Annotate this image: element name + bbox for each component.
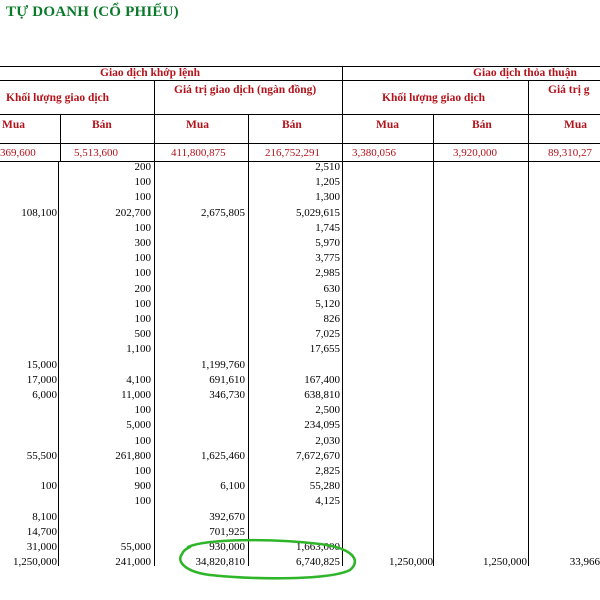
table-cell: 6,000 — [32, 389, 57, 401]
table-cell: 346,730 — [209, 389, 245, 401]
table-cell: 17,000 — [26, 373, 57, 386]
table-cell: 900 — [134, 480, 151, 493]
table-cell: 5,000 — [126, 419, 151, 432]
table-cell: 100 — [134, 191, 151, 204]
table-cell: 234,095 — [304, 419, 340, 432]
table-cell: 2,500 — [315, 404, 340, 417]
table-cell: 1,625,460 — [201, 449, 245, 462]
table-cell: 392,670 — [209, 510, 245, 523]
table-cell: 4,100 — [126, 373, 151, 386]
total-cell: 3,380,056 — [352, 147, 396, 159]
table-cell: 100 — [40, 480, 57, 493]
table-cell: 7,025 — [315, 328, 340, 341]
table-cell: 100 — [134, 434, 151, 447]
table-cell: 638,810 — [304, 389, 340, 401]
table-cell: 5,120 — [315, 297, 340, 310]
header-group-negotiated: Giao dịch thỏa thuận — [473, 67, 577, 79]
table-cell: 826 — [323, 313, 340, 325]
table-cell: 31,000 — [26, 541, 57, 553]
table-cell: 1,100 — [126, 343, 151, 356]
table-cell: 2,985 — [315, 267, 340, 280]
table-cell: 1,250,000 — [483, 556, 527, 569]
table-cell: 14,700 — [26, 525, 57, 538]
table-cell: 15,000 — [26, 358, 57, 371]
table-cell: 5,970 — [315, 237, 340, 249]
table-cell: 2,510 — [315, 161, 340, 173]
table-cell: 17,655 — [309, 343, 340, 356]
table-cell: 261,800 — [115, 449, 151, 462]
header-ban-3: Bán — [472, 119, 492, 131]
total-cell: 3,920,000 — [453, 147, 497, 159]
table-cell: 3,775 — [315, 252, 340, 265]
table-cell: 100 — [134, 465, 151, 477]
table-cell: 4,125 — [315, 495, 340, 508]
table-cell: 2,825 — [315, 465, 340, 477]
header-ban-2: Bán — [282, 119, 302, 131]
table-cell: 630 — [323, 282, 340, 295]
header-value-1: Giá trị giao dịch (ngàn đồng) — [174, 84, 317, 96]
table-cell: 202,700 — [115, 206, 151, 219]
header-mua-2: Mua — [186, 119, 209, 131]
header-volume-2: Khối lượng giao dịch — [382, 92, 486, 104]
table-cell: 55,500 — [26, 449, 57, 462]
table-cell: 100 — [134, 297, 151, 310]
table-cell: 100 — [134, 267, 151, 280]
total-cell: 5,513,600 — [74, 147, 118, 159]
table-cell: 200 — [134, 282, 151, 295]
table-cell: 167,400 — [304, 373, 340, 386]
table-cell: 100 — [134, 176, 151, 189]
total-cell: 411,800,875 — [171, 147, 226, 159]
table-cell: 55,280 — [309, 480, 340, 493]
table-cell: 5,029,615 — [296, 206, 340, 219]
table-cell: 1,663,000 — [296, 541, 340, 553]
table-cell: 1,250,000 — [13, 556, 57, 569]
total-cell: 216,752,291 — [265, 147, 320, 159]
table-cell: 108,100 — [21, 206, 57, 219]
table-cell: 100 — [134, 495, 151, 508]
header-group-matched: Giao dịch khớp lệnh — [100, 67, 201, 79]
table-cell: 100 — [134, 313, 151, 325]
table-cell: 1,745 — [315, 221, 340, 234]
total-cell: 89,310,27 — [548, 147, 592, 159]
header-value-2: Giá trị g — [548, 84, 590, 96]
table-cell: 6,100 — [220, 480, 245, 493]
page-title: TỰ DOANH (CỔ PHIẾU) — [6, 4, 179, 20]
table-cell: 200 — [134, 161, 151, 173]
table-cell: 8,100 — [32, 510, 57, 523]
table-cell: 7,672,670 — [296, 449, 340, 462]
table-cell: 1,205 — [315, 176, 340, 189]
table-cell: 701,925 — [209, 525, 245, 538]
table-cell: 11,000 — [121, 389, 151, 401]
header-mua-3: Mua — [376, 119, 399, 131]
header-ban-1: Bán — [92, 119, 112, 131]
table-cell: 2,030 — [315, 434, 340, 447]
header-volume-1: Khối lượng giao dịch — [6, 92, 110, 104]
table-cell: 55,000 — [120, 541, 151, 553]
table-cell: 33,966 — [569, 556, 600, 569]
table-cell: 1,250,000 — [389, 556, 433, 569]
header-mua-4: Mua — [564, 119, 587, 131]
total-cell: 369,600 — [0, 147, 36, 159]
table-cell: 100 — [134, 221, 151, 234]
table-cell: 500 — [134, 328, 151, 341]
table-cell: 34,820,810 — [195, 556, 245, 569]
table-cell: 6,740,825 — [296, 556, 340, 569]
table-cell: 1,199,760 — [201, 358, 245, 371]
table-cell: 100 — [134, 404, 151, 417]
header-mua-1: Mua — [2, 119, 25, 131]
table-cell: 1,300 — [315, 191, 340, 204]
table-cell: 241,000 — [115, 556, 151, 569]
table-cell: 100 — [134, 252, 151, 265]
table-cell: 691,610 — [209, 373, 245, 386]
table-cell: 930,000 — [209, 541, 245, 553]
table-cell: 300 — [134, 237, 151, 249]
table-cell: 2,675,805 — [201, 206, 245, 219]
